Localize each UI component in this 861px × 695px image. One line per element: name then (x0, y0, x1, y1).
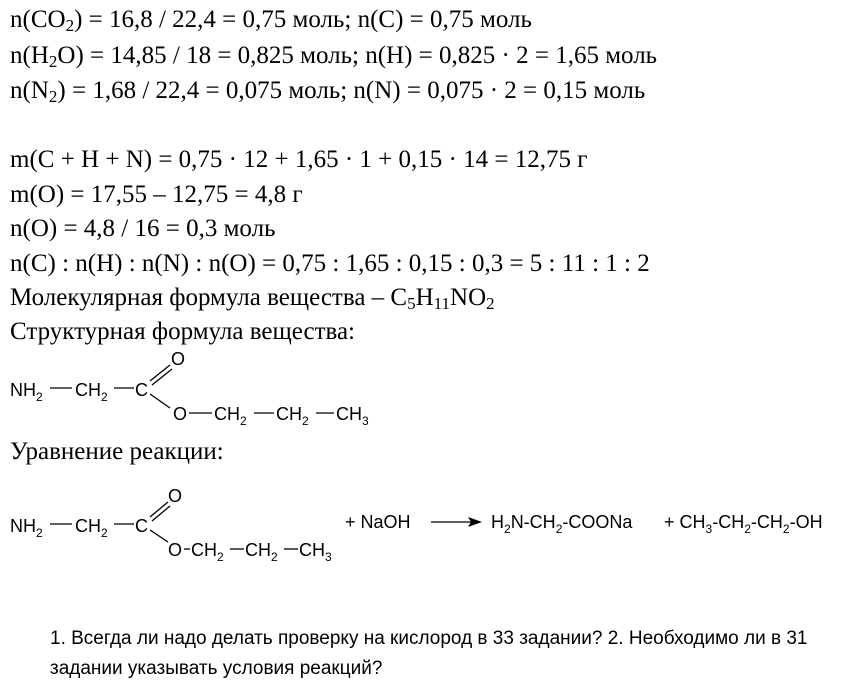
calc-line-n2: $n(N_2) = 1,68 / 22,4 = 0,075$ моль; n(N) = 0,075 · 2 = 0,15 моль (10, 77, 646, 106)
bond (150, 394, 170, 408)
nh2-group: $NH_2$ (10, 380, 43, 404)
carbonyl-oxygen: O (168, 486, 183, 506)
ester-oxygen: O (168, 540, 183, 560)
calc-line-co2: $n(CO_2) = 16,8 / 22,4 = 0,75$ моль; n(C) = 0,75 моль (10, 6, 532, 35)
reaction-equation-label: Уравнение реакции: (10, 438, 224, 465)
ester-oxygen: O (173, 404, 188, 424)
calc-line-moles-o: n(O) = 4,8 / 16 = 0,3 моль (10, 215, 276, 242)
carbonyl-oxygen: O (171, 349, 186, 369)
calc-line-mass-o: m(O) = 17,55 – 12,75 = 4,8 г (10, 181, 303, 208)
reagent-naoh: + NaOH (345, 512, 411, 532)
ch2-group: $CH_2$ (214, 404, 247, 428)
carbonyl-carbon: C (135, 380, 148, 400)
structural-formula-label: Структурная формула вещества: (10, 318, 356, 345)
ch2-group: $CH_2$ (75, 380, 108, 404)
carbonyl-carbon: C (135, 516, 148, 536)
bond (150, 530, 168, 542)
ch3-group: $CH_3$ (299, 540, 332, 564)
ch2-group: $CH_2$ (191, 540, 224, 564)
ch2-group: $CH_2$ (276, 404, 309, 428)
structural-formula-diagram (0, 346, 420, 436)
calc-line-ratio: n(C) : n(H) : n(N) : n(O) = 0,75 : 1,65 : 0,15 : 0,3 = 5 : 11 : 1 : 2 (10, 250, 650, 277)
reaction-equation-diagram (0, 484, 861, 574)
product-sodium-glycinate: $H_2N-CH_2$-COONa (491, 512, 633, 536)
calc-line-mass-chn: m(C + H + N) = 0,75 · 12 + 1,65 · 1 + 0,15 · 14 = 12,75 г (10, 146, 588, 173)
product-propanol: + $CH_3-CH_2-CH_2-OH$ (664, 512, 823, 536)
ch3-group: $CH_3$ (336, 404, 369, 428)
nh2-group: $NH_2$ (10, 516, 43, 540)
question-text: 1. Всегда ли надо делать проверку на кислород в 33 задании? 2. Необходимо ли в 31 задании указывать условия реакций? (50, 628, 808, 679)
ch2-group: $CH_2$ (245, 540, 278, 564)
calc-line-h2o: $n(H_2O) = 14,85 / 18 = 0,825$ моль; n(H) = 0,825 · 2 = 1,65 моль (10, 42, 658, 71)
ch2-group: $CH_2$ (75, 516, 108, 540)
molecular-formula-line: Молекулярная формула вещества – $C_5H_{11}NO_2$ (10, 284, 495, 313)
